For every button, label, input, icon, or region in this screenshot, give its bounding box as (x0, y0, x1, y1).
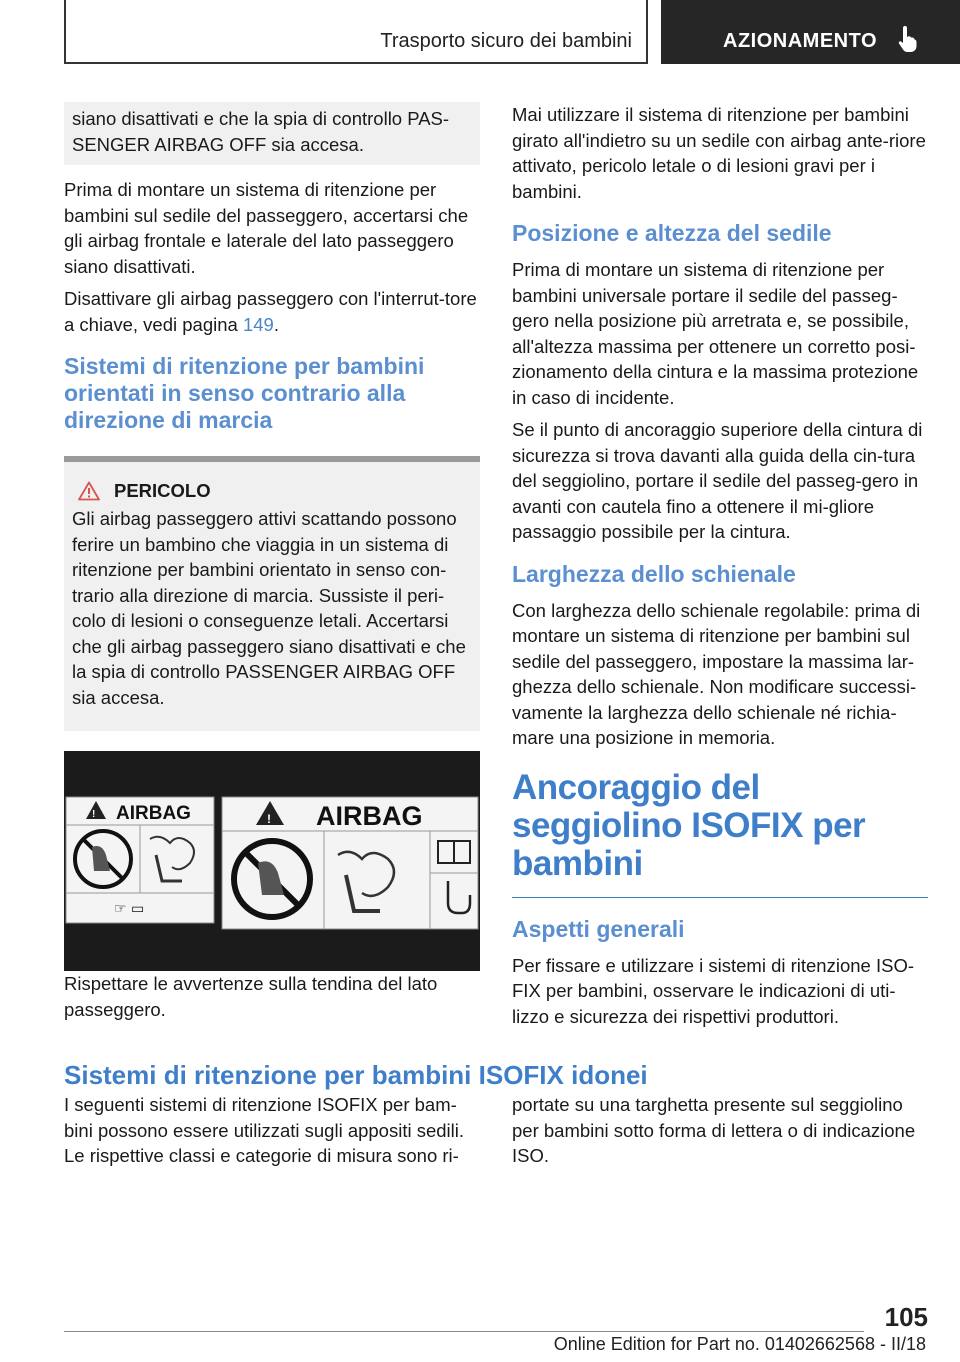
section-tab (661, 0, 960, 64)
large-airbag-label (222, 797, 478, 929)
page-link[interactable]: 149 (242, 313, 274, 335)
paragraph: Prima di montare un sistema di ritenzione per bambini universale portare il sedile del passeg-gero nella posizione più arretrata e, se possibile, all'altezza massima per ottenere un corretto posi-zionamento della cintura e la massima protezione in caso di incidente. (512, 259, 919, 408)
warning-text: Gli airbag passeggero attivi scattando possono ferire un bambino che viaggia in un sistema di ritenzione per bambini orientato in senso con-trario alla direzione di marcia. Sussiste il peri-colo di lesioni o conseguenze letali. Accertarsi che gli airbag passeggero siano disattivati e che la spia di controllo PASSENGER AIRBAG OFF sia accesa. (72, 508, 466, 708)
footer-rule (64, 1331, 864, 1332)
warning-box (64, 456, 480, 731)
paragraph: portate su una targhetta presente sul seggiolino per bambini sotto forma di lettera o di indicazione ISO. (512, 1094, 916, 1166)
section-title: AZIONAMENTO (723, 30, 878, 52)
chapter-heading: Ancoraggio del seggiolino ISOFIX per bambini (512, 767, 866, 883)
small-airbag-label (66, 797, 214, 923)
chapter-header (64, 0, 648, 64)
left-column (64, 102, 480, 1029)
paragraph-with-link (64, 286, 480, 337)
warning-title: PERICOLO (114, 480, 211, 501)
warning-triangle-icon (78, 481, 100, 501)
svg-text:!: ! (267, 812, 271, 826)
section-heading: Posizione e altezza del sedile (512, 220, 832, 246)
paragraph: Per fissare e utilizzare i sistemi di ritenzione ISO-FIX per bambini, osservare le indicazioni di uti-lizzo e sicurezza dei rispettivi produttori. (512, 954, 914, 1027)
image-caption: Rispettare le avvertenze sulla tendina del lato passeggero. (64, 973, 438, 1020)
note-box (64, 102, 480, 165)
paragraph: I seguenti sistemi di ritenzione ISOFIX per bam-bini possono essere utilizzati sugli appositi sedili. Le rispettive classi e categorie di misura sono ri- (64, 1094, 465, 1166)
edition-text: Online Edition for Part no. 01402662568 - II/18 (553, 1334, 926, 1354)
warning-header (72, 480, 472, 502)
section-heading: Aspetti generali (512, 915, 685, 942)
paragraph: Con larghezza dello schienale regolabile: prima di montare un sistema di ritenzione per bambini sul sedile del passeggero, impostare la massima lar-ghezza dello schienale. Non modificare successi-vamente la larghezza dello schienale né richia-mare una posizione in memoria. (512, 599, 921, 748)
chapter-title: Trasporto sicuro dei bambini (380, 30, 632, 52)
paragraph: Se il punto di ancoraggio superiore della cintura di sicurezza si trova davanti alla guida della cin-tura del seggiolino, portare il sedile del passeg-gero in avanti con cautela fino a ottenere il mi-gliore passaggio possibile per la cintura. (512, 419, 923, 542)
svg-text:☞ ▭: ☞ ▭ (114, 901, 145, 917)
large-label-text: AIRBAG (316, 801, 423, 831)
note-text: siano disattivati e che la spia di controllo PAS-SENGER AIRBAG OFF sia accesa. (72, 108, 450, 155)
section-heading-wide: Sistemi di ritenzione per bambini ISOFIX idonei (64, 1060, 648, 1090)
paragraph-text: Disattivare gli airbag passeggero con l'interrut-tore a chiave, vedi pagina (64, 288, 477, 335)
svg-text:!: ! (92, 809, 96, 820)
section-heading: Larghezza dello schienale (512, 560, 796, 587)
section-heading: Sistemi di ritenzione per bambini orientati in senso contrario alla direzione di marcia (64, 353, 425, 433)
paragraph-end: . (273, 313, 279, 335)
heading-rule (512, 897, 928, 898)
page-number: 105 (884, 1302, 928, 1332)
pointing-hand-icon (896, 26, 918, 52)
airbag-label-photo (64, 751, 480, 971)
small-label-text: AIRBAG (116, 803, 191, 824)
paragraph: Prima di montare un sistema di ritenzione per bambini sul sedile del passeggero, accertarsi che gli airbag frontale e laterale del lato passeggero siano disattivati. (64, 179, 469, 277)
right-column (512, 102, 928, 1036)
airbag-labels-illustration (64, 751, 480, 971)
paragraph: Mai utilizzare il sistema di ritenzione per bambini girato all'indietro su un sedile con airbag ante-riore attivato, pericolo letale o di lesioni gravi per i bambini. (512, 104, 926, 202)
